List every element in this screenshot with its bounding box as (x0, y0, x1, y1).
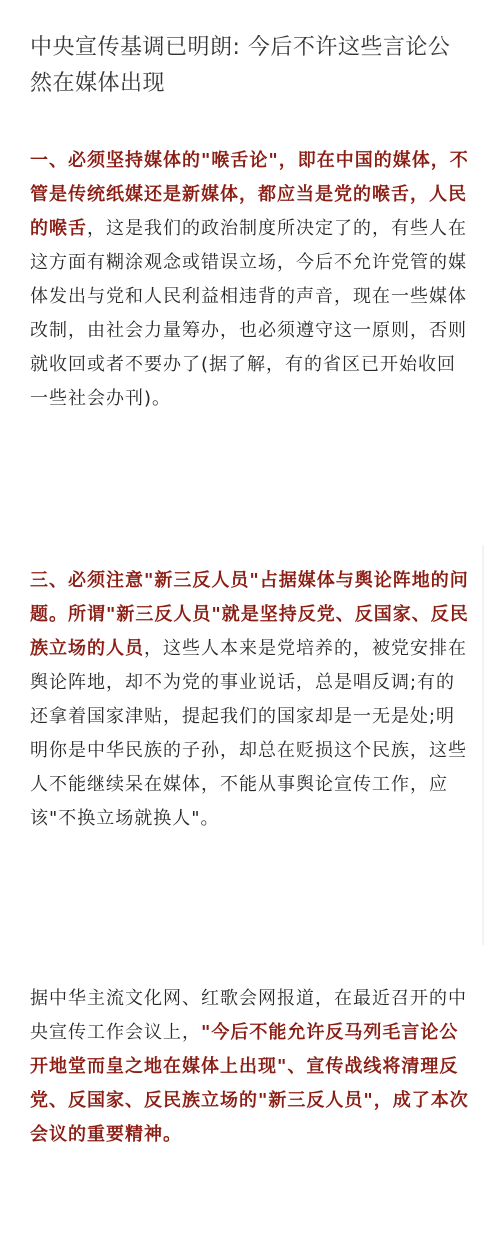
paragraph-report-highlight: "今后不能允许反马列毛言论公开地堂而皇之地在媒体上出现"、宣传战线将清理反党、反国家、反民族立场的"新三反人员"，成了本次会议的重要精神。 (30, 1022, 469, 1145)
paragraph-report-lead: 据中华主流文化网、红歌会网报道，在最近召开的中央宣传工作会议上， (30, 988, 467, 1043)
paragraph-three-body: ，这些人本来是党培养的，被党安排在舆论阵地，却不为党的事业说话，总是唱反调;有的还拿着国家津贴，提起我们的国家却是一无是处;明明你是中华民族的子孙，却总在贬损这个民族，这些人不能继续呆在媒体，不能从事舆论宣传工作，应该"不换立场就换人"。 (30, 638, 467, 829)
paragraph-three (30, 564, 470, 836)
paragraph-one (30, 144, 470, 416)
paragraph-one-highlight: 必须坚持媒体的"喉舌论"，即在中国的媒体，不管是传统纸媒还是新媒体，都应当是党的喉舌，人民的喉舌 (30, 150, 469, 239)
article-title: 中央宣传基调已明朗: 今后不许这些言论公然在媒体出现 (30, 35, 451, 96)
paragraph-three-prefix: 三、 (30, 570, 68, 591)
paragraph-three-highlight: 必须注意"新三反人员"占据媒体与舆论阵地的问题。所谓"新三反人员"就是坚持反党、反国家、反民族立场的人员 (30, 570, 469, 659)
divider (482, 545, 484, 945)
paragraph-report (30, 982, 470, 1152)
paragraph-one-body: ，这是我们的政治制度所决定了的，有些人在这方面有糊涂观念或错误立场，今后不允许党管的媒体发出与党和人民利益相违背的声音，现在一些媒体改制，由社会力量筹办，也必须遵守这一原则，否则就收回或者不要办了(据了解，有的省区已开始收回一些社会办刊)。 (30, 218, 467, 409)
paragraph-one-prefix: 一、 (30, 150, 68, 171)
